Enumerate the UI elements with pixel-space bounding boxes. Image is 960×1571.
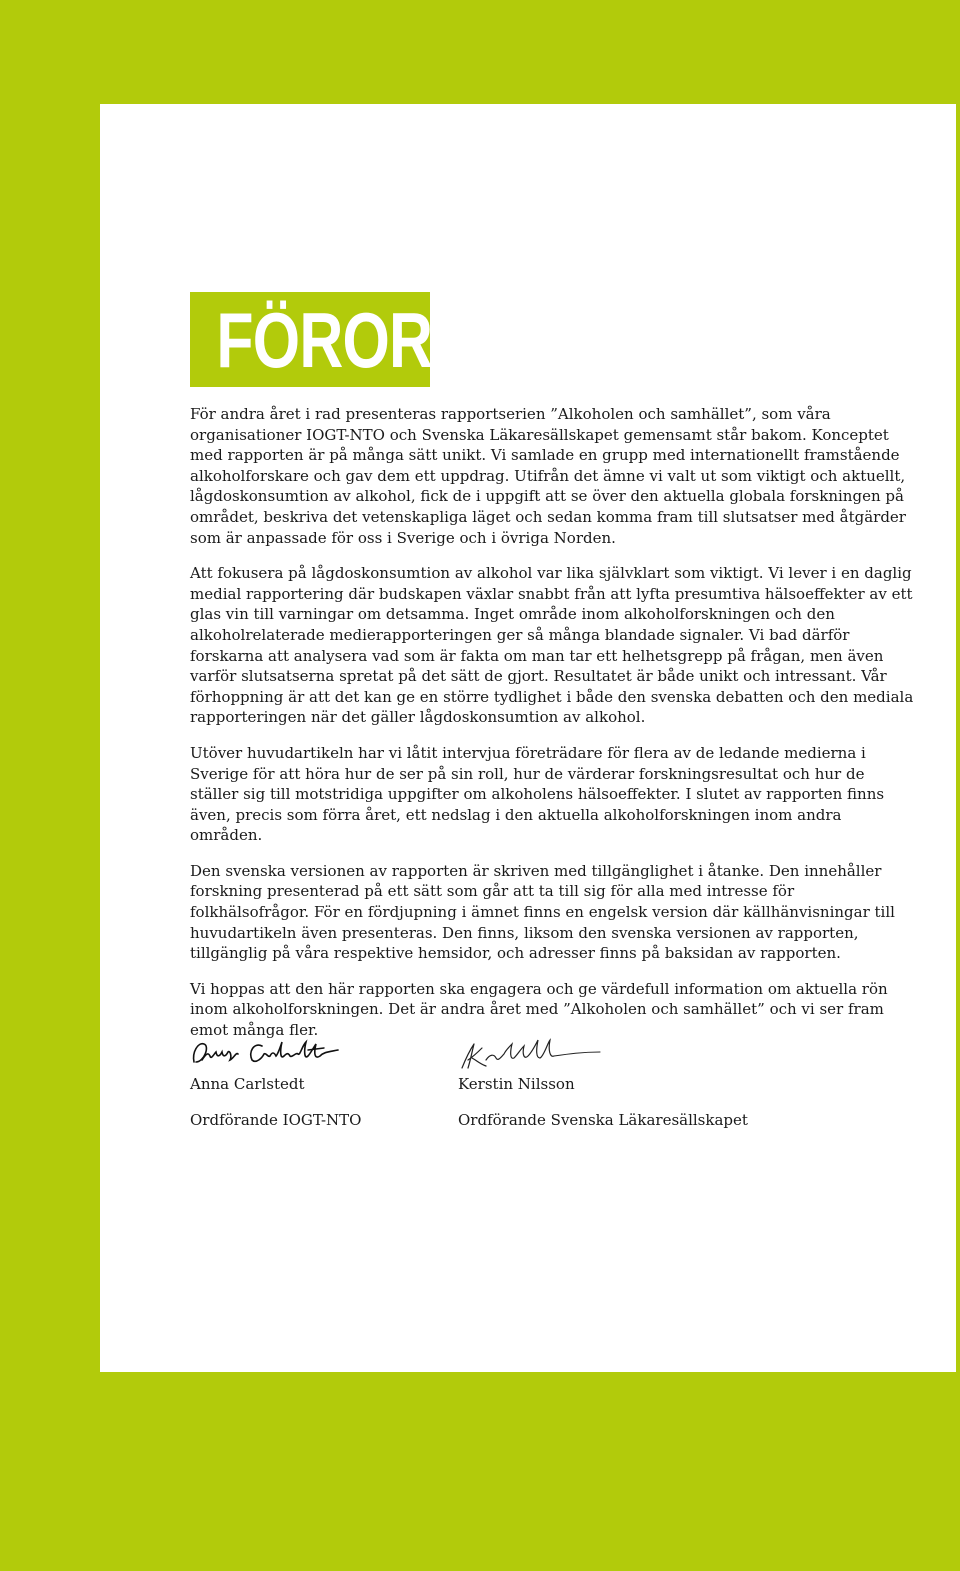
signatory-left [190, 1036, 410, 1129]
signature-kerstin-nilsson [458, 1036, 608, 1072]
page-title: FÖRORD [216, 296, 476, 384]
signatory-role: Ordförande Svenska Läkaresällskapet [458, 1111, 748, 1129]
signatory-name: Kerstin Nilsson [458, 1075, 575, 1093]
paragraph: Utöver huvudartikeln har vi låtit intervjua företrädare för flera av de ledande medierna i Sverige för att höra hur de ser på sin roll, hur de värderar forskningsresultat och hur de ställer sig till motstridiga uppgifter om alkoholens hälsoeffekter. I slutet av rapporten finns även, precis som förra året, ett nedslag i den aktuella alkoholforskningen inom andra områden. [190, 743, 885, 845]
paragraph: Vi hoppas att den här rapporten ska engagera och ge värdefull information om aktuella rön inom alkoholforskningen. Det är andra året med ”Alkoholen och samhället” och vi ser fram emot många fler. [190, 979, 888, 1040]
preface-body [190, 404, 915, 1056]
signatory-right [458, 1036, 818, 1129]
title-banner [190, 292, 476, 387]
signatory-name: Anna Carlstedt [190, 1075, 305, 1093]
signature-anna-carlstedt [190, 1036, 350, 1072]
paragraph: Att fokusera på lågdoskonsumtion av alkohol var lika självklart som viktigt. Vi lever i en daglig medial rapportering där budskapen växlar snabbt från att lyfta presumtiva hälsoeffekter av ett glas vin till varningar om detsamma. Inget område inom alkoholforskningen och den alkoholrelaterade medierapporteringen ger så många blandade signaler. Vi bad därför forskarna att analysera vad som är fakta om man tar ett helhetsgrepp på frågan, men även varför slutsatserna spretat på det sätt de gjort. Resultatet är både unikt och intressant. Vår förhoppning är att det kan ge en större tydlighet i både den svenska debatten och den mediala rapporteringen när det gäller lågdoskonsumtion av alkohol. [190, 564, 914, 727]
paragraph: Den svenska versionen av rapporten är skriven med tillgänglighet i åtanke. Den innehåller forskning presenterad på ett sätt som går att ta till sig för alla med intresse för folkhälsofrågor. För en fördjupning i ämnet finns en engelsk version där källhänvisningar till huvudartikeln även presenteras. Den finns, liksom den svenska versionen av rapporten, tillgänglig på våra respektive hemsidor, och adresser finns på baksidan av rapporten. [190, 861, 895, 963]
signatory-role: Ordförande IOGT-NTO [190, 1111, 362, 1129]
paragraph: För andra året i rad presenteras rapportserien ”Alkoholen och samhället”, som våra organisationer IOGT-NTO och Svenska Läkaresällskapet gemensamt står bakom. Konceptet med rapporten är på många sätt unikt. Vi samlade en grupp med internationellt framstående alkoholforskare och gav dem ett uppdrag. Utifrån det ämne vi valt ut som viktigt och aktuellt, lågdoskonsumtion av alkohol, fick de i uppgift att se över den aktuella globala forskningen på området, beskriva det vetenskapliga läget och sedan komma fram till slutsatser med åtgärder som är anpassade för oss i Sverige och i övriga Norden. [190, 405, 906, 547]
